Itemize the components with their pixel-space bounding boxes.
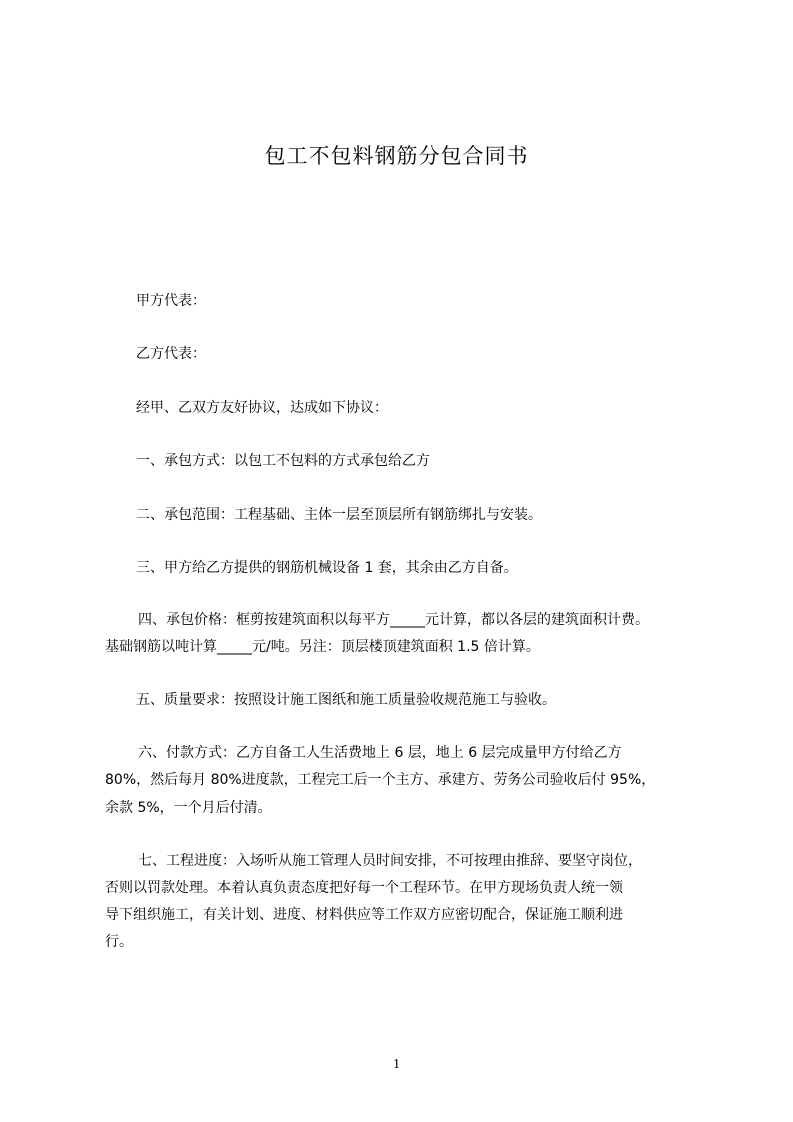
clause-4-line-2: 基础钢筋以吨计算_____元/吨。另注：顶层楼顶建筑面积 1.5 倍计算。	[105, 639, 540, 655]
intro-line: 经甲、乙双方友好协议，达成如下协议：	[136, 400, 388, 416]
clause-6-line-1: 六、付款方式：乙方自备工人生活费地上 6 层，地上 6 层完成量甲方付给乙方	[138, 745, 622, 761]
clause-7-line-4: 行。	[105, 934, 133, 950]
clause-6-line-3: 余款 5%，一个月后付清。	[105, 800, 272, 816]
clause-1: 一、承包方式：以包工不包料的方式承包给乙方	[136, 453, 430, 469]
clause-4-line-1: 四、承包价格：框剪按建筑面积以每平方_____元计算，都以各层的建筑面积计费。	[138, 612, 649, 628]
page-number: 1	[393, 1057, 400, 1072]
clause-7-line-2: 否则以罚款处理。本着认真负责态度把好每一个工程环节。在甲方现场负责人统一领	[105, 880, 623, 896]
party-b-line: 乙方代表：	[136, 346, 206, 362]
clause-6-line-2: 80%，然后每月 80%进度款，工程完工后一个主方、承建方、劳务公司验收后付 95%，	[105, 772, 656, 788]
clause-7-line-3: 导下组织施工，有关计划、进度、材料供应等工作双方应密切配合，保证施工顺利进	[105, 907, 623, 923]
clause-2: 二、承包范围：工程基础、主体一层至顶层所有钢筋绑扎与安装。	[136, 507, 542, 523]
clause-3: 三、甲方给乙方提供的钢筋机械设备 1 套，其余由乙方自备。	[136, 560, 518, 576]
party-a-line: 甲方代表：	[136, 293, 206, 309]
document-title: 包工不包料钢筋分包合同书	[264, 144, 529, 168]
clause-7-line-1: 七、工程进度：入场听从施工管理人员时间安排，不可按理由推辞、要坚守岗位，	[138, 853, 642, 869]
clause-5: 五、质量要求：按照设计施工图纸和施工质量验收规范施工与验收。	[136, 692, 556, 708]
